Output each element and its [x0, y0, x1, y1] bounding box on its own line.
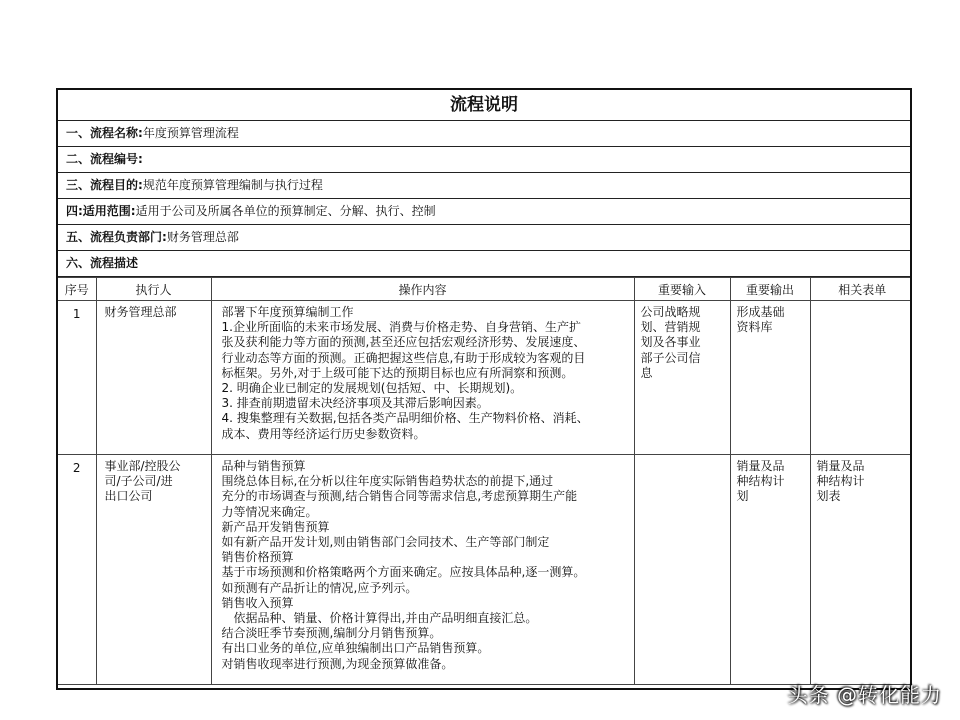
- info-row: [58, 225, 910, 251]
- header-related-forms: 相关表单: [810, 278, 912, 301]
- header-key-output: 重要输出: [730, 278, 810, 301]
- cell-line: 如有新产品开发计划,则由销售部门会同技术、生产等部门制定: [221, 535, 550, 550]
- table-header-row: [58, 278, 912, 301]
- process-table: [58, 277, 912, 685]
- cell-seq: 1: [58, 301, 96, 455]
- cell-line: 销售价格预算: [221, 550, 294, 565]
- info-row: [58, 121, 910, 147]
- cell-operations: [211, 301, 634, 455]
- cell-line: 力等情况来确定。: [221, 504, 318, 519]
- cell-line: 形成基础: [736, 305, 785, 319]
- cell-line: 如预测有产品折让的情况,应予列示。: [221, 580, 418, 595]
- cell-line: 销量及品: [736, 459, 785, 473]
- cell-line: 息: [640, 365, 653, 380]
- cell-line: 有出口业务的单位,应单独编制出口产品销售预算。: [221, 641, 490, 656]
- cell-line: 划、营销规: [640, 320, 701, 335]
- table-row: [58, 301, 912, 455]
- cell-line: 部子公司信: [640, 350, 701, 365]
- info-label: 五、流程负责部门:: [66, 230, 167, 244]
- header-executor: 执行人: [96, 278, 211, 301]
- cell-executor: [96, 455, 211, 685]
- info-row: [58, 173, 910, 199]
- cell-line: 财务管理总部: [104, 305, 177, 319]
- cell-line: 标框架。另外,对于上级可能下达的预期目标也应有所洞察和预测。: [221, 365, 574, 380]
- info-value: 财务管理总部: [166, 230, 239, 244]
- info-section: [58, 121, 910, 277]
- cell-line: 公司战略规: [640, 305, 701, 319]
- cell-line: 划表: [816, 489, 841, 504]
- info-label: 六、流程描述: [66, 256, 139, 270]
- cell-line: 基于市场预测和价格策略两个方面来确定。应按具体品种,逐一测算。: [221, 565, 586, 580]
- info-row: [58, 147, 910, 173]
- cell-line: 资料库: [736, 320, 773, 335]
- cell-line: 品种与销售预算: [221, 459, 306, 473]
- cell-line: 事业部/控股公: [104, 459, 181, 473]
- header-seq: 序号: [58, 278, 96, 301]
- cell-line: 销量及品: [816, 459, 865, 473]
- cell-key-output: [730, 301, 810, 455]
- cell-line: 充分的市场调查与预测,结合销售合同等需求信息,考虑预算期生产能: [221, 489, 578, 504]
- info-value: 年度预算管理流程: [142, 126, 239, 140]
- cell-line: 划: [736, 489, 749, 504]
- info-label: 一、流程名称:: [66, 126, 143, 140]
- cell-line: 2. 明确企业已制定的发展规划(包括短、中、长期规划)。: [221, 381, 523, 396]
- info-label: 四:适用范围:: [66, 204, 136, 218]
- cell-line: 种结构计: [736, 474, 785, 489]
- cell-related-forms: [810, 455, 912, 685]
- cell-line: 围绕总体目标,在分析以往年度实际销售趋势状态的前提下,通过: [221, 474, 554, 489]
- cell-line: 行业动态等方面的预测。正确把握这些信息,有助于形成较为客观的目: [221, 350, 586, 365]
- cell-key-output: [730, 455, 810, 685]
- cell-key-input: [634, 455, 730, 685]
- cell-line: 结合淡旺季节奏预测,编制分月销售预算。: [221, 626, 442, 641]
- cell-line: 划及各事业: [640, 335, 701, 350]
- cell-line: 司/子公司/进: [104, 474, 173, 489]
- watermark: 头条 @转化能力: [787, 683, 942, 707]
- cell-line: 成本、费用等经济运行历史参数资料。: [221, 426, 426, 441]
- cell-line: 出口公司: [104, 489, 153, 504]
- info-row: [58, 199, 910, 225]
- cell-line: 新产品开发销售预算: [221, 519, 330, 534]
- cell-line: 依据品种、销量、价格计算得出,并由产品明细直接汇总。: [233, 611, 538, 626]
- cell-key-input: [634, 301, 730, 455]
- cell-line: 3. 排查前期遗留未决经济事项及其滞后影响因素。: [221, 396, 489, 411]
- cell-line: 种结构计: [816, 474, 865, 489]
- info-value: 适用于公司及所属各单位的预算制定、分解、执行、控制: [135, 204, 436, 218]
- cell-related-forms: [810, 301, 912, 455]
- document-title: 流程说明: [58, 90, 910, 121]
- info-value: 规范年度预算管理编制与执行过程: [142, 178, 323, 192]
- header-operations: 操作内容: [211, 278, 634, 301]
- cell-line: 对销售收现率进行预测,为现金预算做准备。: [221, 656, 454, 671]
- cell-line: 1.企业所面临的未来市场发展、消费与价格走势、自身营销、生产扩: [221, 320, 581, 335]
- cell-seq: 2: [58, 455, 96, 685]
- info-label: 二、流程编号:: [66, 152, 143, 166]
- cell-line: 4. 搜集整理有关数据,包括各类产品明细价格、生产物料价格、消耗、: [221, 411, 589, 426]
- info-row: [58, 251, 910, 277]
- cell-line: 销售收入预算: [221, 595, 294, 610]
- table-row: [58, 455, 912, 685]
- cell-line: 张及获利能力等方面的预测,甚至还应包括宏观经济形势、发展速度、: [221, 335, 586, 350]
- cell-executor: [96, 301, 211, 455]
- header-key-input: 重要输入: [634, 278, 730, 301]
- cell-line: 部署下年度预算编制工作: [221, 305, 354, 319]
- cell-operations: [211, 455, 634, 685]
- info-label: 三、流程目的:: [66, 178, 143, 192]
- process-document: [56, 88, 912, 690]
